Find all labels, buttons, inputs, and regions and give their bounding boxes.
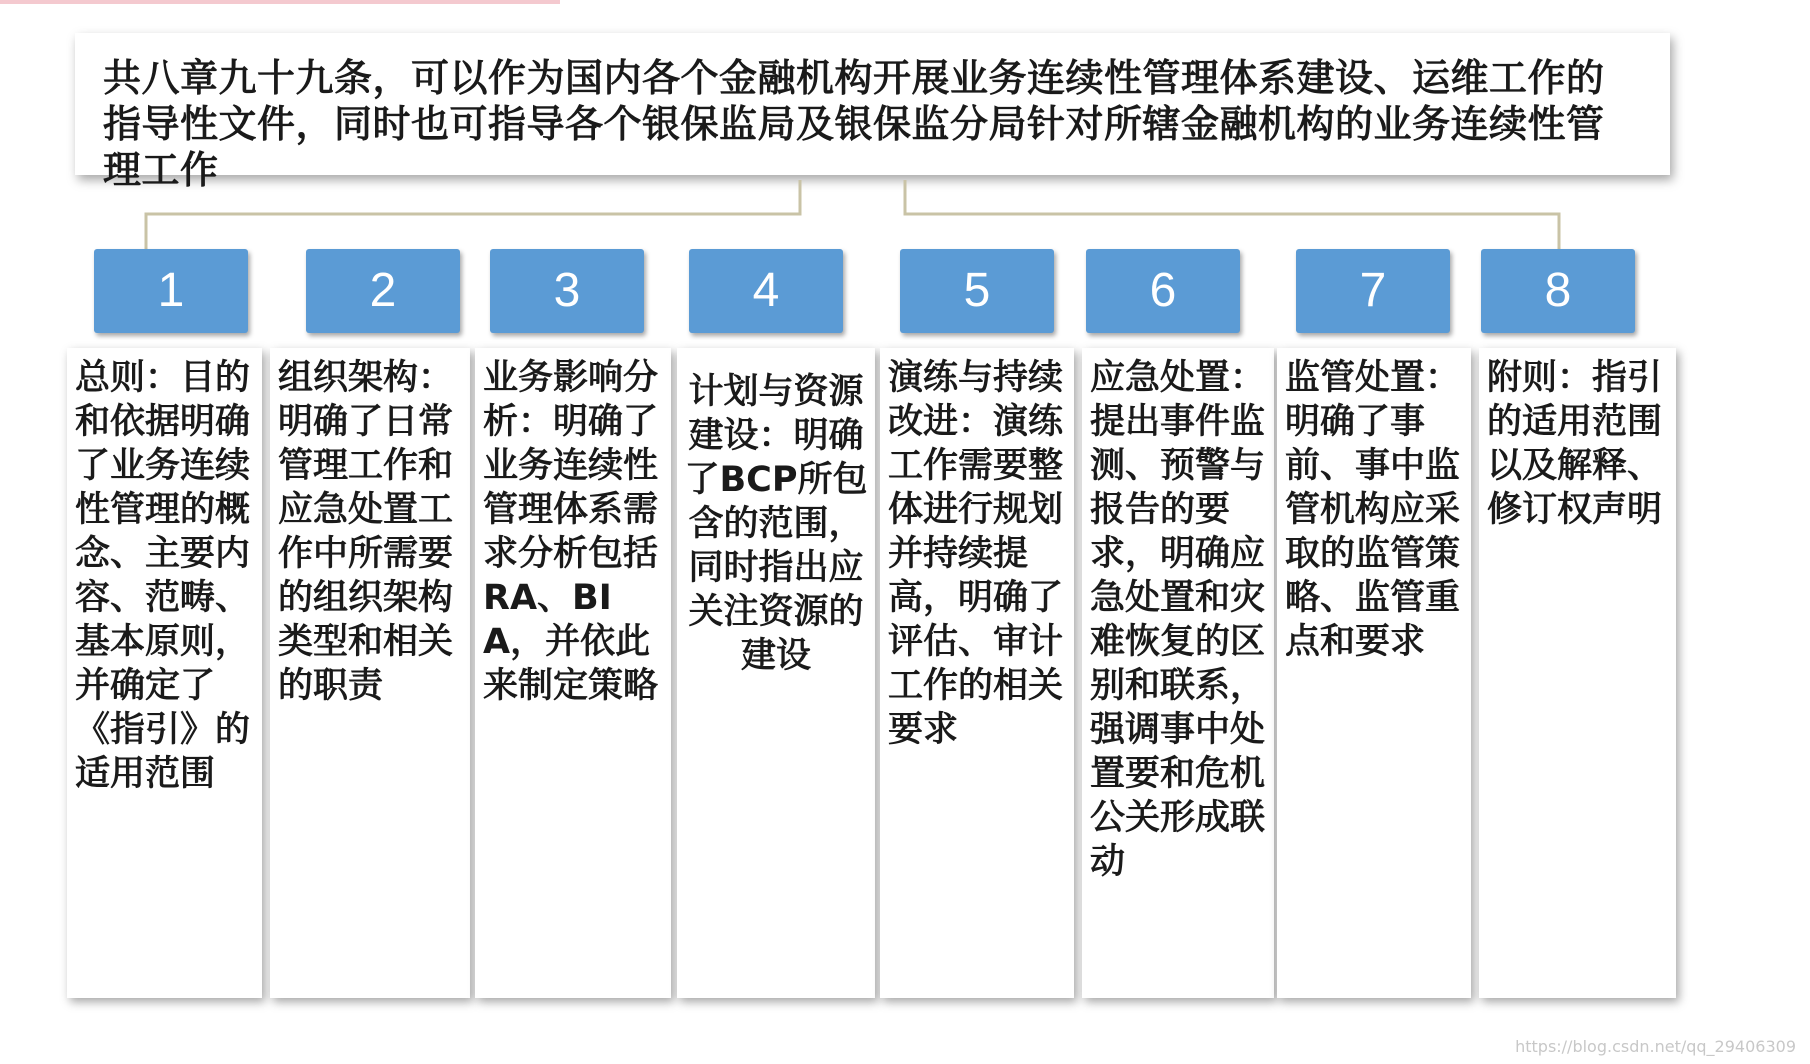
chapter-4-number: 4 <box>689 249 843 333</box>
chapter-5-description: 演练与持续改进：演练工作需要整体进行规划并持续提高，明确了评估、审计工作的相关要求 <box>880 348 1074 998</box>
connector-right <box>905 180 1559 249</box>
chapter-8-description: 附则：指引的适用范围以及解释、修订权声明 <box>1479 348 1676 998</box>
chapter-2-number: 2 <box>306 249 460 333</box>
connector-left <box>146 180 800 249</box>
chapter-5-number: 5 <box>900 249 1054 333</box>
chapter-7-number: 7 <box>1296 249 1450 333</box>
summary-text: 共八章九十九条，可以作为国内各个金融机构开展业务连续性管理体系建设、运维工作的指导性文件，同时也可指导各个银保监局及银保监分局针对所辖金融机构的业务连续性管理工作 <box>103 56 1605 192</box>
chapter-4-description: 计划与资源建设：明确了BCP所包含的范围，同时指出应关注资源的建设 <box>677 348 875 998</box>
chapter-2-description: 组织架构：明确了日常管理工作和应急处置工作中所需要的组织架构类型和相关的职责 <box>270 348 470 998</box>
watermark: https://blog.csdn.net/qq_29406309 <box>1515 1037 1796 1056</box>
chapter-1-number: 1 <box>94 249 248 333</box>
chapter-8-number: 8 <box>1481 249 1635 333</box>
chapter-7-description: 监管处置：明确了事前、事中监管机构应采取的监管策略、监管重点和要求 <box>1277 348 1471 998</box>
chapter-1-description: 总则：目的和依据明确了业务连续性管理的概念、主要内容、范畴、基本原则，并确定了《指引》的适用范围 <box>67 348 262 998</box>
chapter-3-number: 3 <box>490 249 644 333</box>
chapter-6-number: 6 <box>1086 249 1240 333</box>
chapter-3-description: 业务影响分析：明确了业务连续性管理体系需求分析包括RA、BIA，并依此来制定策略 <box>475 348 671 998</box>
chapter-6-description: 应急处置：提出事件监测、预警与报告的要求，明确应急处置和灾难恢复的区别和联系，强调事中处置要和危机公关形成联动 <box>1082 348 1274 998</box>
